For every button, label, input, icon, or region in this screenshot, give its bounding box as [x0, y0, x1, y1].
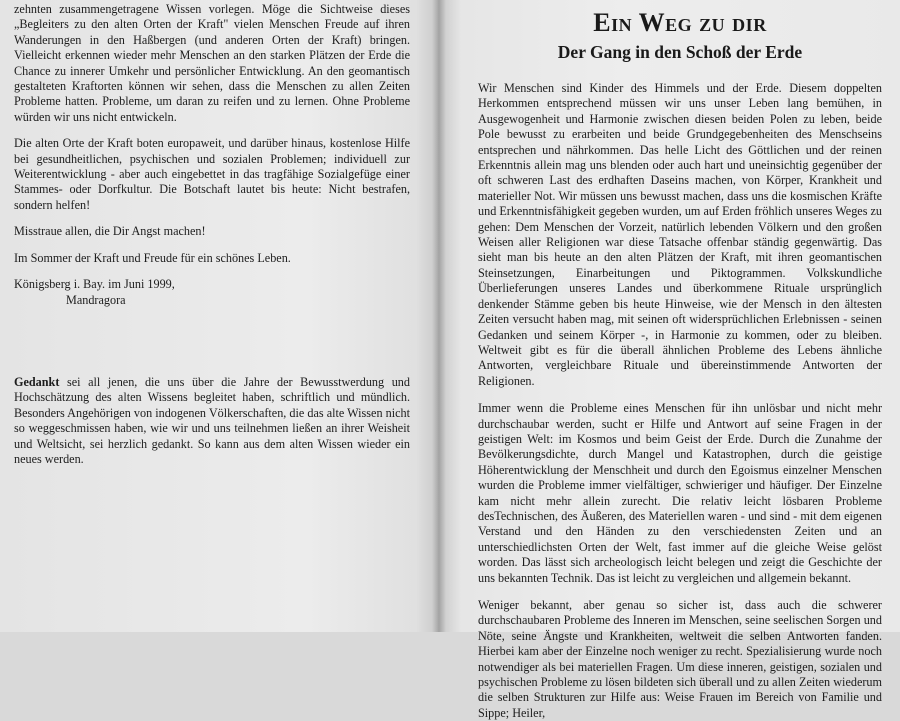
body-paragraph: Wir Menschen sind Kinder des Himmels und der Erde. Diesem doppelten Herkommen entsprechend müssen wir uns unser Leben lang bemühen, in Ausgewogenheit und Harmonie zwischen diesen beiden Polen zu leben, beide Pole bewusst zu erarbeiten und beide Grundgegebenheiten des Menschseins entsprechen und nährkommen. Das helle Licht des Göttlichen und der reinen Erkenntnis allein mag uns blenden oder auch hart und uneinsichtig gegenüber der oft schweren Last des erdhaften Daseins machen, von Körper, Krankheit und materieller Not. Wir müssen uns bewusst machen, dass uns die kosmischen Kräfte und Erkenntnisfähigkeit gegeben wurden, um auf Erden fröhlich unseres Weges zu gehen: Dem Menschen der Vorzeit, natürlich lebenden Völkern und den großen Weisen aller Religionen war diese Tatsache offenbar ständig gegenwärtig. Das sieht man bis heute an den alten Plätzen der Kraft, mit ihren geomantischen Steinsetzungen, Einarbeitungen und Piktogrammen. Volkskundliche Überlieferungen unseres Landes und überkommene Rituale ursprünglich denkender Stämme geben bis heute Hinweise, wie der Mensch in den ältesten Zeiten versucht haben mag, mit seinen oft widersprüchlichen Erlebnissen - seinen Gedanken und seinem Körper -, in Harmonie zu kommen, oder zu bleiben. Weltweit gibt es für die überall ähnlichen Probleme des Lebens ähnliche Antworten, vergleichbare Rituale und übereinstimmende Antworten der Religionen.: [478, 81, 882, 388]
acknowledgement-lead: Gedankt: [14, 374, 60, 389]
chapter-subtitle: Der Gang in den Schoß der Erde: [557, 42, 803, 62]
body-paragraph: Immer wenn die Probleme eines Menschen für ihn unlösbar und nicht mehr durchschaubar werden, sucht er Hilfe und Antwort auf seine Fragen in der geistigen Welt: im Kosmos und beim Geist der Erde. Durch die Zunahme der Bevölkerungsdichte, durch Mangel und Katastrophen, durch die geistige Höherentwicklung der Menschheit und durch den Egoismus einzelner Menschen wurden die Probleme immer vielfältiger, schwieriger und häufiger. Der Einzelne kam nicht mehr allein zurecht. Die relativ leicht lösbaren Probleme desTechnischen, des Äußeren, des Materiellen waren - und sind - mit dem eigenen Verstand und den Händen zu den verschiedensten Zeiten und an unterschiedlichsten Orten der Welt, fast immer auf die gleiche Weise gelöst worden. Das lässt sich archeologisch leicht belegen und zeigt die Geschichte der uns bekannten Technik. Das ist leicht zu vergleichen und allgemein bekannt.: [478, 401, 882, 585]
body-paragraph: zehnten zusammengetragene Wissen vorlegen. Möge die Sichtweise dieses „Begleiters zu den alten Orten der Kraft" vielen Menschen Freude auf ihren Wanderungen in den Haßbergen (und anderen Orten der Kraft) bringen. Vielleicht erkennen wieder mehr Menschen an den starken Plätzen der Erde die Chance zu innerer Umkehr und persönlicher Entwicklung. An den geomantisch gestalteten Kraftorten können wir sehen, dass die Menschen zu allen Zeiten Probleme hatten. Probleme, um daran zu reifen und zu lernen. Ohne Probleme würden wir uns nicht entwickeln.: [14, 2, 410, 124]
acknowledgement-paragraph: [14, 375, 410, 467]
place-date: Königsberg i. Bay. im Juni 1999,: [14, 277, 175, 292]
body-paragraph: Im Sommer der Kraft und Freude für ein schönes Leben.: [14, 250, 291, 265]
body-paragraph: Die alten Orte der Kraft boten europaweit, und darüber hinaus, kostenlose Hilfe bei gesundheitlichen, psychischen und sozialen Problemen; individuell zur Weiterentwicklung - aber auch eingebettet in das tragfähige Sozialgefüge einer Stammes- oder Dorfkultur. Die Botschaft lautet bis heute: Nicht bestrafen, sondern helfen!: [14, 136, 410, 212]
body-paragraph: Misstraue allen, die Dir Angst machen!: [14, 224, 206, 239]
acknowledgement-text: sei all jenen, die uns über die Jahre der Bewusstwerdung und Hochschätzung des alten Wissens begleitet haben, schriftlich und mündlich. Besonders Angehörigen von indogenen Völkerschaften, die das alte Wissen nicht so weggeschmissen haben, wie wir und uns teilnehmen ließen an ihrer Weisheit und Weltsicht, sei herzlich gedankt. So kann aus dem alten Wissen wieder ein neues werden.: [14, 374, 410, 466]
chapter-title: Ein Weg zu dir: [593, 8, 767, 37]
book-gutter: [432, 0, 446, 632]
signature: Mandragora: [66, 292, 126, 307]
left-page: [0, 0, 438, 632]
body-paragraph: Weniger bekannt, aber genau so sicher ist, dass auch die schwerer durchschaubaren Probleme des Inneren im Menschen, seine seelischen Sorgen und Nöte, seine Ängste und Krankheiten, weltweit die selben Antworten fanden. Hierbei kam aber der Einzelne noch weniger zu recht. Spezialisierung wurde noch notwendiger als bei materiellen Fragen. Um diese inneren, geistigen, sozialen und psychischen Probleme zu lösen bildeten sich überall und zu allen Zeiten wiederum die selben Strukturen zur Hilfe aus: Weise Frauen im Bereich von Familie und Sippe; Heiler,: [478, 598, 882, 720]
spacer: [14, 319, 410, 375]
right-page: [438, 0, 900, 720]
